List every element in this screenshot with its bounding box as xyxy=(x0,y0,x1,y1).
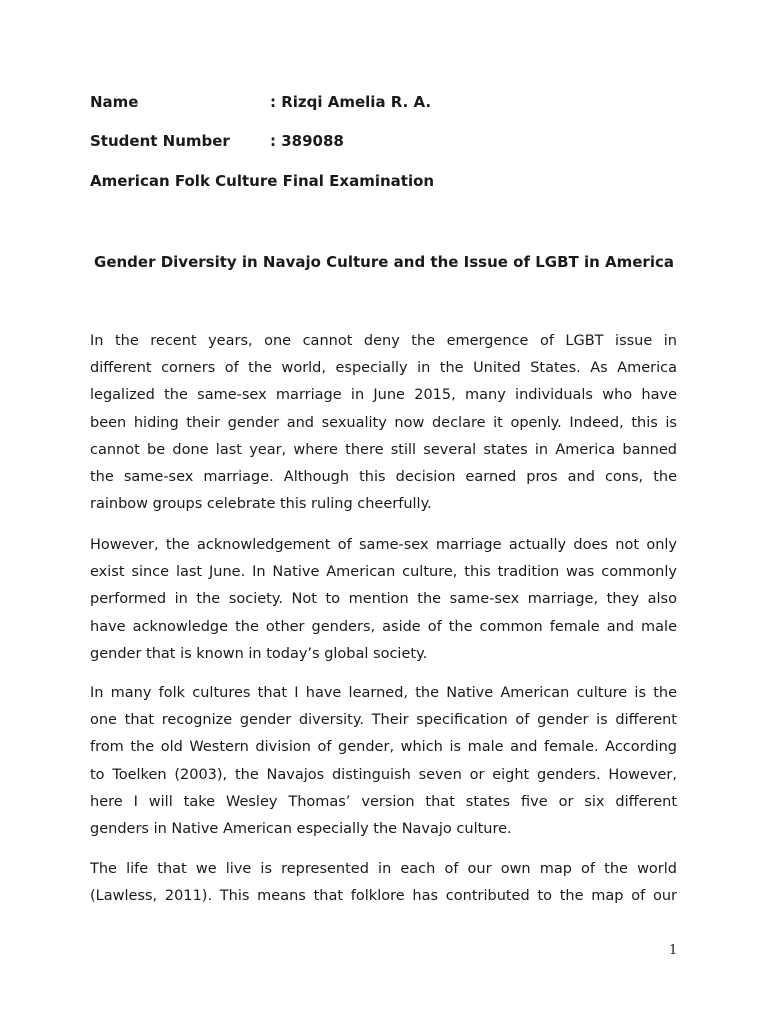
student-number-label: Student Number xyxy=(90,132,230,150)
paragraph-line: have acknowledge the other genders, aside of the common female and male xyxy=(90,618,677,635)
paragraph-line: exist since last June. In Native American culture, this tradition was commonly xyxy=(90,564,677,581)
paragraph-4 xyxy=(90,856,677,910)
paragraph-line: In the recent years, one cannot deny the emergence of LGBT issue in xyxy=(90,333,677,349)
paragraph-line: gender that is known in today’s global society. xyxy=(90,645,428,662)
paragraph-3 xyxy=(90,680,677,843)
paragraph-1 xyxy=(90,328,677,518)
paragraph-line: to Toelken (2003), the Navajos distinguish seven or eight genders. However, xyxy=(90,766,677,783)
paragraph-line: In many folk cultures that I have learned, the Native American culture is the xyxy=(90,685,677,701)
paragraph-line: The life that we live is represented in each of our own map of the world xyxy=(90,861,677,877)
paragraph-line: different corners of the world, especially in the United States. As America xyxy=(90,360,677,377)
page-number: 1 xyxy=(669,943,678,958)
essay-title: Gender Diversity in Navajo Culture and the Issue of LGBT in America xyxy=(94,253,674,271)
paragraph-line: the same-sex marriage. Although this decision earned pros and cons, the xyxy=(90,468,677,485)
paragraph-line: cannot be done last year, where there still several states in America banned xyxy=(90,441,677,458)
name-value: : Rizqi Amelia R. A. xyxy=(270,93,432,111)
paragraph-line: genders in Native American especially the Navajo culture. xyxy=(90,820,512,837)
paragraph-line: from the old Western division of gender, which is male and female. According xyxy=(90,739,677,756)
paragraph-line: (Lawless, 2011). This means that folklore has contributed to the map of our xyxy=(90,888,677,905)
paragraph-line: legalized the same-sex marriage in June 2015, many individuals who have xyxy=(90,387,677,404)
paragraph-line: performed in the society. Not to mention the same-sex marriage, they also xyxy=(90,591,677,608)
paragraph-line: one that recognize gender diversity. Their specification of gender is different xyxy=(90,712,677,729)
name-label: Name xyxy=(90,93,139,111)
paragraph-line: However, the acknowledgement of same-sex marriage actually does not only xyxy=(90,537,677,553)
student-number-value: : 389088 xyxy=(270,132,344,150)
course-title: American Folk Culture Final Examination xyxy=(90,172,435,190)
paragraph-line: rainbow groups celebrate this ruling cheerfully. xyxy=(90,496,432,513)
paragraph-line: here I will take Wesley Thomas’ version that states five or six different xyxy=(90,793,677,810)
paragraph-line: been hiding their gender and sexuality now declare it openly. Indeed, this is xyxy=(90,414,677,431)
paragraph-2 xyxy=(90,532,677,668)
